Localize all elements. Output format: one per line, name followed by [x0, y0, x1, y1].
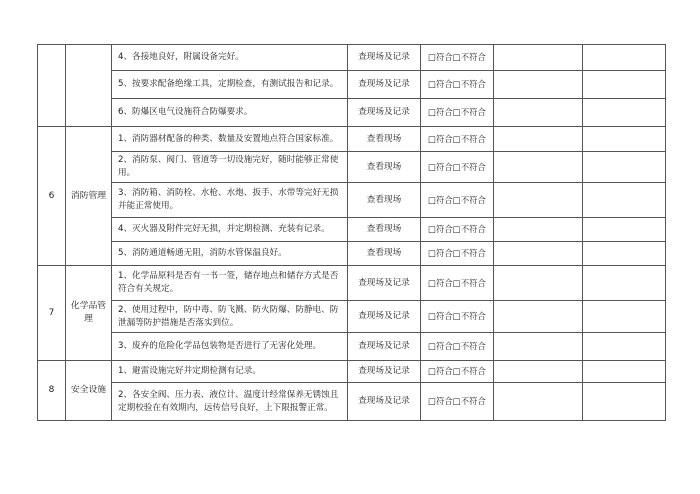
- result-checkbox-cell: □符合□不符合: [421, 218, 494, 242]
- blank-cell: [494, 218, 583, 242]
- blank-cell: [494, 242, 583, 266]
- check-item-text: 6、防爆区电气设施符合防爆要求。: [112, 99, 348, 127]
- table-row: [38, 301, 666, 333]
- category-cell: 安全设施: [66, 361, 112, 421]
- table-row: [38, 71, 666, 99]
- check-item-text: 2、使用过程中，防中毒、防飞溅、防火防爆、防静电、防泄漏等防护措施是否落实到位。: [112, 301, 348, 333]
- check-item-text: 2、消防泵、阀门、管道等一切设施完好，随时能够正常使用。: [112, 152, 348, 183]
- check-item-text: 1、化学品原料是否有一书一签，储存地点和储存方式是否符合有关规定。: [112, 266, 348, 301]
- check-method-cell: 查现场及记录: [348, 71, 421, 99]
- blank-cell: [583, 242, 666, 266]
- check-method-cell: 查看现场: [348, 242, 421, 266]
- blank-cell: [494, 183, 583, 218]
- table-row: [38, 333, 666, 361]
- blank-cell: [494, 45, 583, 71]
- result-checkbox-cell: □符合□不符合: [421, 333, 494, 361]
- table-row: [38, 183, 666, 218]
- result-checkbox-cell: □符合□不符合: [421, 152, 494, 183]
- result-checkbox-cell: □符合□不符合: [421, 45, 494, 71]
- result-checkbox-cell: □符合□不符合: [421, 183, 494, 218]
- check-item-text: 5、按要求配备绝缘工具，定期检查，有测试报告和记录。: [112, 71, 348, 99]
- row-number-cell: [38, 45, 66, 127]
- check-item-text: 2、各安全阀、压力表、液位计、温度计经常保养无锈蚀且定期校验在有效期内，远传信号良好，上下限报警正常。: [112, 383, 348, 421]
- row-number-cell: 6: [38, 127, 66, 266]
- blank-cell: [494, 301, 583, 333]
- check-method-cell: 查看现场: [348, 127, 421, 152]
- check-item-text: 1、避雷设施完好并定期检测有记录。: [112, 361, 348, 383]
- check-method-cell: 查现场及记录: [348, 99, 421, 127]
- check-method-cell: 查现场及记录: [348, 333, 421, 361]
- check-item-text: 1、消防器材配备的种类、数量及安置地点符合国家标准。: [112, 127, 348, 152]
- check-item-text: 3、废弃的危险化学品包装物是否进行了无害化处理。: [112, 333, 348, 361]
- check-item-text: 4、灭火器及附件完好无损，并定期检测、充装有记录。: [112, 218, 348, 242]
- blank-cell: [583, 99, 666, 127]
- blank-cell: [494, 71, 583, 99]
- result-checkbox-cell: □符合□不符合: [421, 383, 494, 421]
- blank-cell: [494, 361, 583, 383]
- table-row: [38, 361, 666, 383]
- check-method-cell: 查现场及记录: [348, 45, 421, 71]
- blank-cell: [494, 127, 583, 152]
- category-cell: 消防管理: [66, 127, 112, 266]
- blank-cell: [583, 71, 666, 99]
- blank-cell: [583, 127, 666, 152]
- table-row: [38, 242, 666, 266]
- table-row: [38, 218, 666, 242]
- check-method-cell: 查现场及记录: [348, 361, 421, 383]
- blank-cell: [494, 99, 583, 127]
- blank-cell: [494, 152, 583, 183]
- blank-cell: [583, 266, 666, 301]
- table-row: [38, 383, 666, 421]
- blank-cell: [583, 45, 666, 71]
- blank-cell: [583, 183, 666, 218]
- blank-cell: [494, 383, 583, 421]
- category-cell: [66, 45, 112, 127]
- table-row: [38, 266, 666, 301]
- check-method-cell: 查看现场: [348, 218, 421, 242]
- table-row: [38, 127, 666, 152]
- inspection-checklist-table: [37, 44, 666, 421]
- blank-cell: [583, 361, 666, 383]
- table-row: [38, 99, 666, 127]
- check-method-cell: 查现场及记录: [348, 383, 421, 421]
- check-item-text: 3、消防箱、消防栓、水枪、水炮、扳手、水带等完好无损并能正常使用。: [112, 183, 348, 218]
- blank-cell: [583, 301, 666, 333]
- result-checkbox-cell: □符合□不符合: [421, 99, 494, 127]
- check-method-cell: 查看现场: [348, 152, 421, 183]
- blank-cell: [494, 333, 583, 361]
- blank-cell: [583, 383, 666, 421]
- blank-cell: [583, 152, 666, 183]
- table-row: [38, 45, 666, 71]
- check-method-cell: 查看现场: [348, 183, 421, 218]
- check-item-text: 4、各接地良好，附属设备完好。: [112, 45, 348, 71]
- check-method-cell: 查现场及记录: [348, 266, 421, 301]
- result-checkbox-cell: □符合□不符合: [421, 301, 494, 333]
- result-checkbox-cell: □符合□不符合: [421, 361, 494, 383]
- check-item-text: 5、消防通道畅通无阻，消防水管保温良好。: [112, 242, 348, 266]
- blank-cell: [494, 266, 583, 301]
- result-checkbox-cell: □符合□不符合: [421, 71, 494, 99]
- row-number-cell: 7: [38, 266, 66, 361]
- result-checkbox-cell: □符合□不符合: [421, 127, 494, 152]
- result-checkbox-cell: □符合□不符合: [421, 242, 494, 266]
- category-cell: 化学品管理: [66, 266, 112, 361]
- blank-cell: [583, 218, 666, 242]
- result-checkbox-cell: □符合□不符合: [421, 266, 494, 301]
- blank-cell: [583, 333, 666, 361]
- row-number-cell: 8: [38, 361, 66, 421]
- table-row: [38, 152, 666, 183]
- check-method-cell: 查现场及记录: [348, 301, 421, 333]
